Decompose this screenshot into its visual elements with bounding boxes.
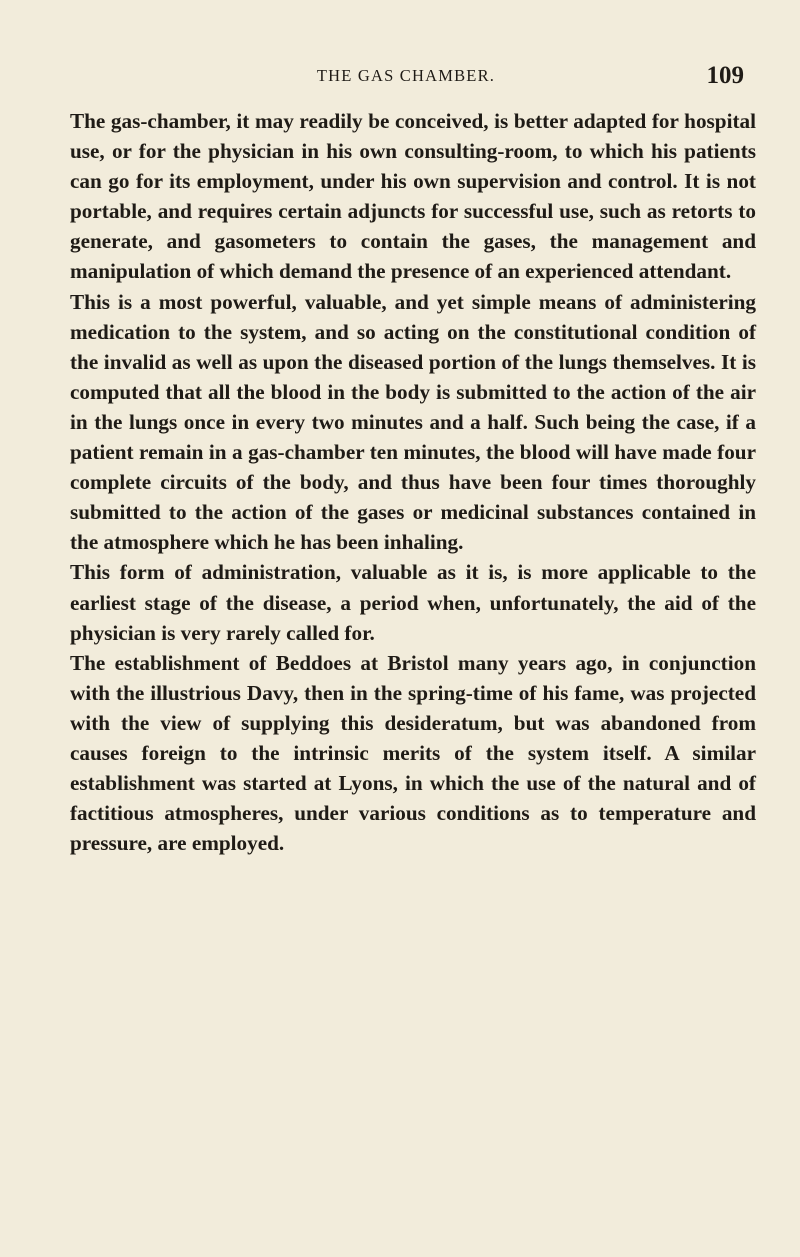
page-number: 109	[706, 62, 744, 89]
running-header	[66, 62, 746, 92]
chapter-title: THE GAS CHAMBER.	[316, 66, 496, 85]
paragraph-4: The establishment of Beddoes at Bristol many years ago, in conjunction with the illustrious Davy, then in the spring-time of his fame, was projected with the view of supplying this desideratum, but was abandoned from causes foreign to the intrinsic merits of the system itself. A similar establishment was started at Lyons, in which the use of the natural and of factitious atmospheres, under various conditions as to temperature and pressure, are employed.	[70, 650, 756, 856]
body-text	[70, 106, 756, 858]
paragraph-2: This is a most powerful, valuable, and yet simple means of administering medication to the system, and so acting on the constitutional condition of the invalid as well as upon the diseased portion of the lungs themselves. It is computed that all the blood in the body is submitted to the action of the air in the lungs once in every two minutes and a half. Such being the case, if a patient remain in a gas-chamber ten minutes, the blood will have made four complete circuits of the body, and thus have been four times thoroughly submitted to the action of the gases or medicinal substances contained in the atmosphere which he has been inhaling.	[70, 289, 756, 555]
paragraph-1: The gas-chamber, it may readily be conceived, is better adapted for hospital use, or for the physician in his own consulting-room, to which his patients can go for its employment, under his own supervision and control. It is not portable, and requires certain adjuncts for successful use, such as retorts to generate, and gasometers to contain the gases, the management and manipulation of which demand the presence of an experienced attendant.	[70, 109, 756, 284]
paragraph-3: This form of administration, valuable as it is, is more applicable to the earliest stage of the disease, a period when, unfortunately, the aid of the physician is very rarely called for.	[70, 560, 756, 645]
